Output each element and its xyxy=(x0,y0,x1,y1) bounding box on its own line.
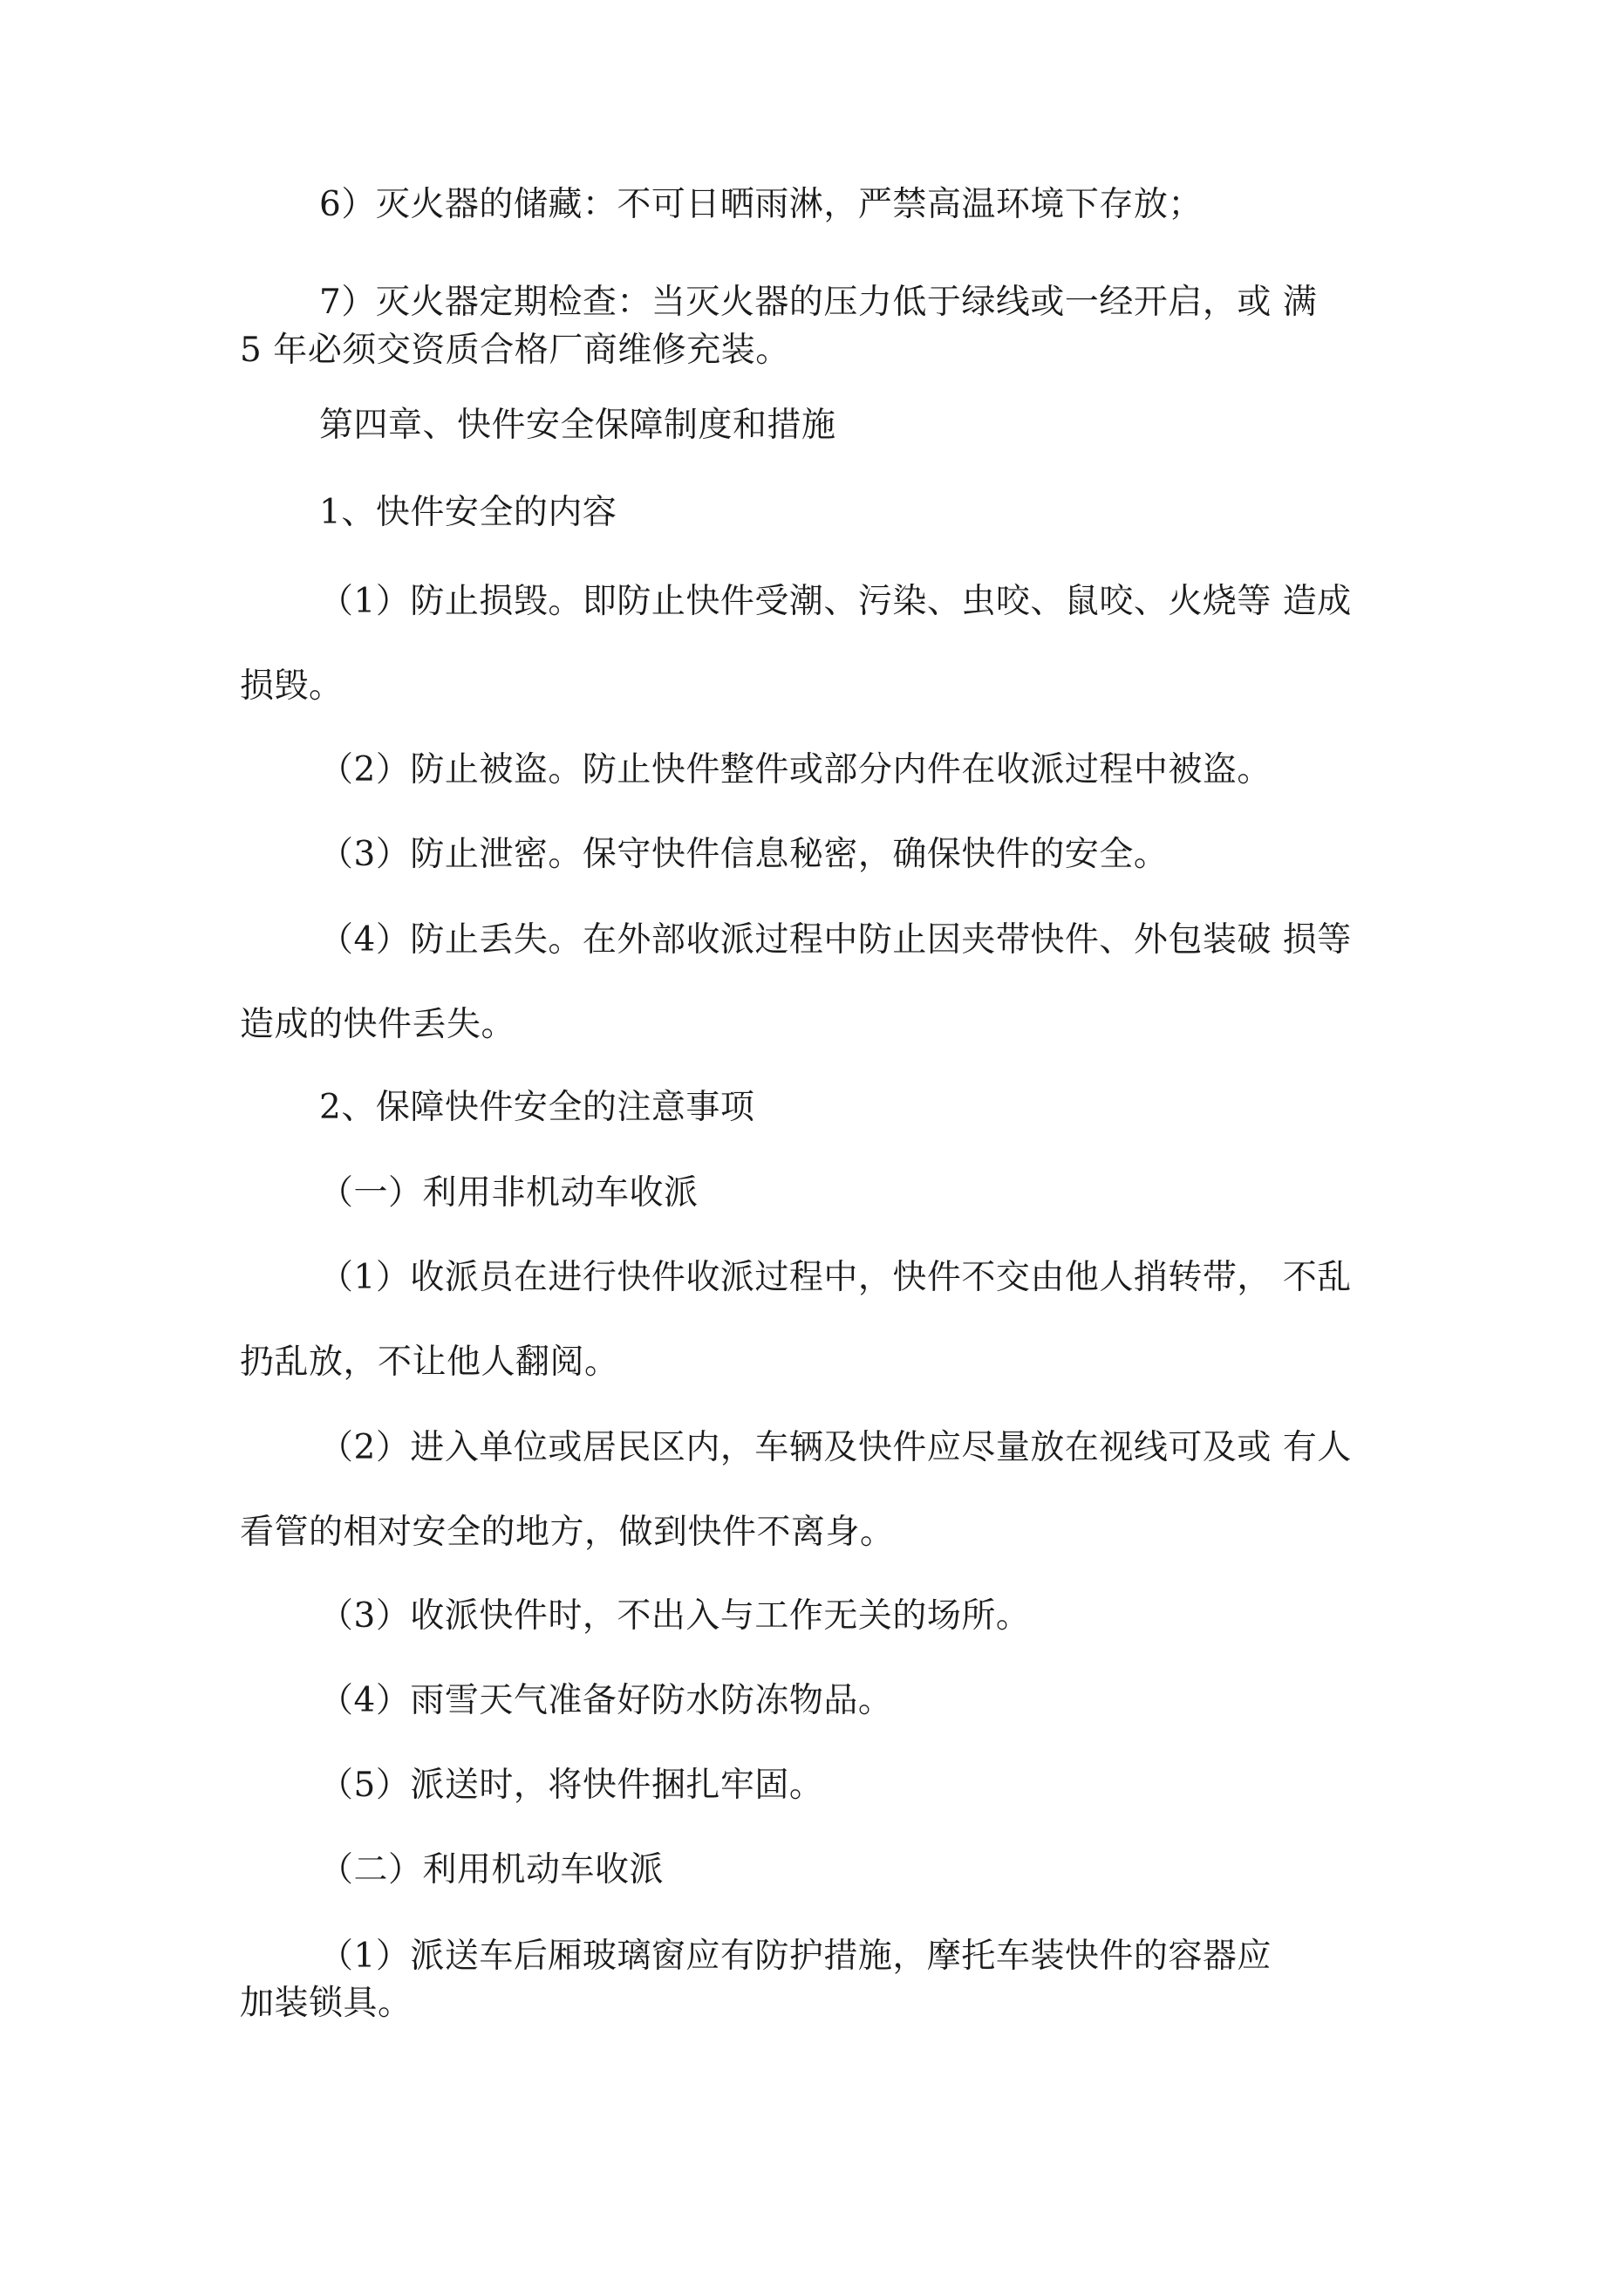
text-line-vehicle-protection: （1）派送车后厢玻璃窗应有防护措施，摩托车装快件的容器应 xyxy=(319,1937,1272,1976)
section-heading-2: 2、保障快件安全的注意事项 xyxy=(319,1088,755,1127)
text-line-residential-area: （2）进入单位或居民区内，车辆及快件应尽量放在视线可及或 有人 xyxy=(319,1428,1352,1467)
text-line-fire-extinguisher-storage: 6）灭火器的储藏：不可日晒雨淋，严禁高温环境下存放； xyxy=(319,185,1203,224)
section-heading-1: 1、快件安全的内容 xyxy=(319,493,617,532)
text-line-courier-handling: （1）收派员在进行快件收派过程中，快件不交由他人捎转带， 不乱 xyxy=(319,1258,1352,1297)
text-line-fire-extinguisher-inspection: 7）灭火器定期检查：当灭火器的压力低于绿线或一经开启，或 满 xyxy=(319,283,1318,322)
text-line-prevent-leak: （3）防止泄密。保守快件信息秘密，确保快件的安全。 xyxy=(319,835,1169,874)
text-line-prevent-theft: （2）防止被盗。防止快件整件或部分内件在收派过程中被盗。 xyxy=(319,750,1272,789)
text-line-prevent-loss-cont: 造成的快件丢失。 xyxy=(240,1005,516,1044)
text-line-residential-area-cont: 看管的相对安全的地方，做到快件不离身。 xyxy=(240,1513,895,1552)
subsection-heading-motor: （二）利用机动车收派 xyxy=(319,1850,665,1889)
text-line-prevent-damage-cont: 损毁。 xyxy=(240,666,344,706)
text-line-vehicle-protection-cont: 加装锁具。 xyxy=(240,1984,413,2023)
text-line-prevent-damage: （1）防止损毁。即防止快件受潮、污染、虫咬、鼠咬、火烧等 造成 xyxy=(319,582,1352,621)
subsection-heading-non-motor: （一）利用非机动车收派 xyxy=(319,1173,699,1213)
chapter-heading: 第四章、快件安全保障制度和措施 xyxy=(319,406,836,445)
text-line-prevent-loss: （4）防止丢失。在外部收派过程中防止因夹带快件、外包装破 损等 xyxy=(319,920,1352,960)
text-line-weather-prep: （4）雨雪天气准备好防水防冻物品。 xyxy=(319,1681,893,1720)
text-line-secure-packages: （5）派送时，将快件捆扎牢固。 xyxy=(319,1766,824,1805)
text-line-fire-extinguisher-inspection-cont: 5 年必须交资质合格厂商维修充装。 xyxy=(240,331,790,370)
text-line-courier-handling-cont: 扔乱放，不让他人翻阅。 xyxy=(240,1343,619,1382)
text-line-no-unrelated-places: （3）收派快件时，不出入与工作无关的场所。 xyxy=(319,1596,1031,1636)
